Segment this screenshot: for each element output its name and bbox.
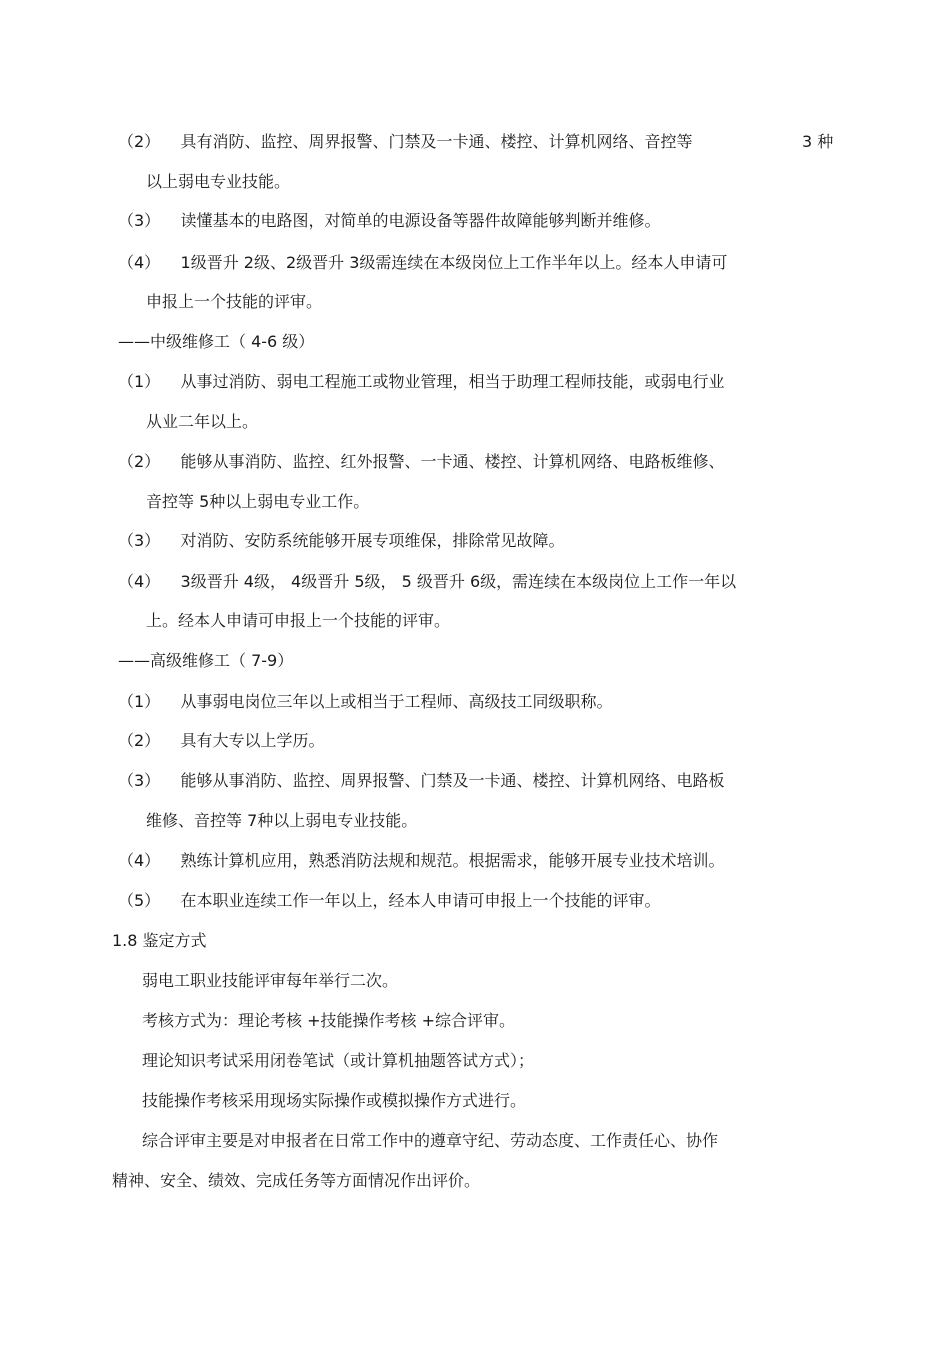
- text-line: （3） 能够从事消防、监控、周界报警、门禁及一卡通、楼控、计算机网络、电路板: [118, 771, 725, 790]
- text-line: 维修、音控等 7种以上弱电专业技能。: [146, 811, 418, 830]
- text-line: 技能操作考核采用现场实际操作或模拟操作方式进行。: [142, 1091, 527, 1110]
- text-line: （5） 在本职业连续工作一年以上，经本人申请可申报上一个技能的评审。: [118, 891, 661, 910]
- text-line: 音控等 5种以上弱电专业工作。: [146, 492, 370, 511]
- text-line-tail: 3 种: [802, 132, 834, 151]
- text-line: （4） 熟练计算机应用，熟悉消防法规和规范。根据需求，能够开展专业技术培训。: [118, 851, 725, 870]
- section-heading: 1.8 鉴定方式: [112, 931, 207, 950]
- text-line: 考核方式为：理论考核 +技能操作考核 +综合评审。: [142, 1011, 515, 1030]
- text-line: （2） 具有大专以上学历。: [118, 731, 325, 750]
- text-line: （4） 1级晋升 2级、2级晋升 3级需连续在本级岗位上工作半年以上。经本人申请可: [118, 253, 728, 272]
- text-line: 综合评审主要是对申报者在日常工作中的遵章守纪、劳动态度、工作责任心、协作: [142, 1131, 719, 1150]
- section-heading: ——高级维修工（ 7-9）: [118, 651, 294, 670]
- text-line: （2） 具有消防、监控、周界报警、门禁及一卡通、楼控、计算机网络、音控等: [118, 132, 693, 151]
- text-line: 弱电工职业技能评审每年举行二次。: [142, 971, 399, 990]
- text-line: 理论知识考试采用闭卷笔试（或计算机抽题答试方式）；: [142, 1051, 535, 1070]
- text-line: 精神、安全、绩效、完成任务等方面情况作出评价。: [112, 1171, 481, 1190]
- text-line: （3） 读懂基本的电路图，对简单的电源设备等器件故障能够判断并维修。: [118, 211, 661, 230]
- text-line: 申报上一个技能的评审。: [146, 292, 323, 311]
- section-heading: ——中级维修工（ 4-6 级）: [118, 332, 315, 351]
- text-line: （4） 3级晋升 4级， 4级晋升 5级， 5 级晋升 6级，需连续在本级岗位上工作一年以: [118, 572, 737, 591]
- text-line: （1） 从事弱电岗位三年以上或相当于工程师、高级技工同级职称。: [118, 692, 613, 711]
- text-line: （1） 从事过消防、弱电工程施工或物业管理，相当于助理工程师技能，或弱电行业: [118, 372, 725, 391]
- text-line: 以上弱电专业技能。: [146, 172, 291, 191]
- text-line: （3） 对消防、安防系统能够开展专项维保，排除常见故障。: [118, 531, 565, 550]
- text-line: （2） 能够从事消防、监控、红外报警、一卡通、楼控、计算机网络、电路板维修、: [118, 452, 725, 471]
- text-line: 从业二年以上。: [146, 412, 259, 431]
- text-line: 上。经本人申请可申报上一个技能的评审。: [146, 611, 451, 630]
